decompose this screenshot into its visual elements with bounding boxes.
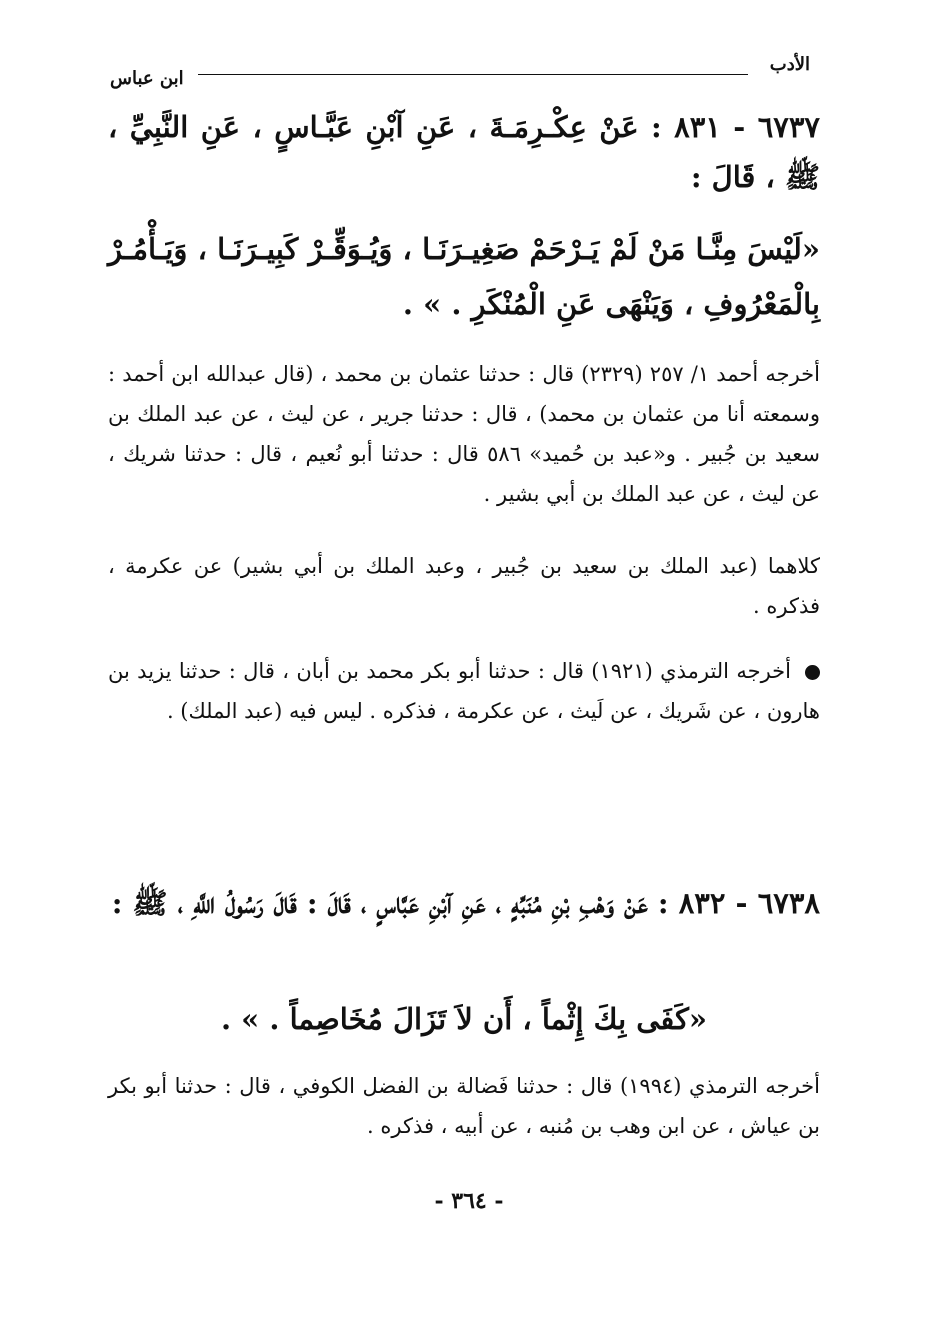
section-title: الأدب <box>769 54 810 75</box>
hadith-6737-takhrij-ahmad: أخرجه أحمد ١/ ٢٥٧ (٢٣٢٩) قال : حدثنا عثمان بن محمد ، (قال عبدالله ابن أحمد : وسمعته أنا من عثمان بن محمد) ، قال : حدثنا جرير ، عن ليث ، عن عبد الملك بن سعيد بن جُبير . و«عبد بن حُميد» ٥٨٦ قال : حدثنا أبو نُعيم ، قال : حدثنا شريك ، عن ليث ، عن عبد الملك بن أبي بشير . <box>108 362 820 506</box>
chapter-title: ابن عباس <box>110 68 184 89</box>
hadith-6738-isnad: ٦٧٣٨ - ٨٣٢ : عَنْ وَهْبِ بْنِ مُنَبِّهٍ ، عَنِ آبْنِ عَبَّاسٍ ، قَالَ : قَالَ رَسُولُ اللَّهِ ، ﷺ : <box>111 886 820 920</box>
hadith-6737-matn: «لَيْسَ مِنَّـا مَنْ لَمْ يَـرْحَمْ صَغِيـرَنَـا ، وَيُـوَقِّـرْ كَبِيـرَنَـا ، وَيَـأْمُـرْ بِالْمَعْرُوفِ ، وَيَنْهَى عَنِ الْمُنْكَرِ . » . <box>108 232 820 321</box>
tirmidhi-text: أخرجه الترمذي (١٩٢١) قال : حدثنا أبو بكر محمد بن أبان ، قال : حدثنا يزيد بن هارون ، عن شَريك ، عن لَيث ، عن عكرمة ، فذكره . ليس فيه (عبد الملك) . <box>108 659 820 723</box>
bullet-marker <box>805 665 820 680</box>
header-rule <box>198 74 748 75</box>
page-number: - ٣٦٤ - <box>434 1188 504 1214</box>
hadith-6738-matn: «كَفَى بِكَ إِثْماً ، أَن لاَ تَزَالَ مُخَاصِماً . » . <box>220 1002 708 1036</box>
hadith-6737-takhrij-tirmidhi <box>108 651 820 731</box>
hadith-6738-takhrij-tirmidhi: أخرجه الترمذي (١٩٩٤) قال : حدثنا فَضالة بن الفضل الكوفي ، قال : حدثنا أبو بكر بن عياش ، عن ابن وهب بن مُنبه ، عن أبيه ، فذكره . <box>108 1074 820 1138</box>
hadith-6737-isnad: ٦٧٣٧ - ٨٣١ : عَنْ عِكْـرِمَـةَ ، عَنِ آبْنِ عَبَّـاسٍ ، عَنِ النَّبِيِّ ، ﷺ ، قَالَ : <box>108 110 820 194</box>
running-header <box>110 52 810 92</box>
hadith-6737-takhrij-summary: كلاهما (عبد الملك بن سعيد بن جُبير ، وعبد الملك بن أبي بشير) عن عكرمة ، فذكره . <box>108 554 820 618</box>
